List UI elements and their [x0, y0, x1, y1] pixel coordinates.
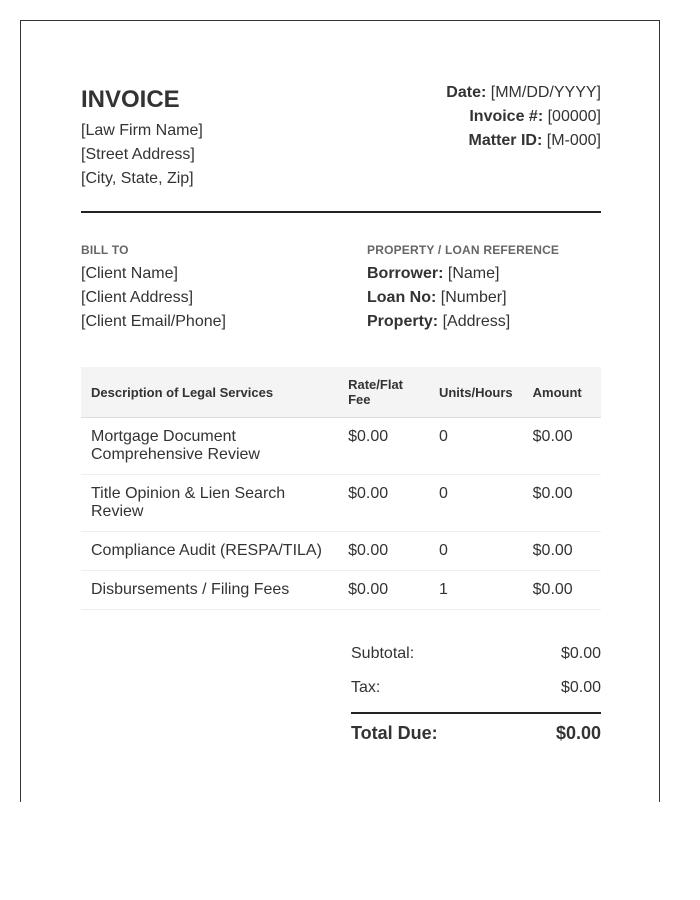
row-amount: $0.00: [523, 571, 601, 610]
client-contact: [Client Email/Phone]: [81, 313, 226, 330]
property-label: Property:: [367, 313, 439, 330]
table-row: [81, 418, 601, 475]
property-value: [Address]: [442, 313, 511, 330]
matter-id-value: [M-000]: [546, 132, 601, 149]
row-units: 1: [429, 571, 523, 610]
matter-id-line: [446, 129, 601, 153]
invoice-header: [81, 21, 601, 213]
row-rate: $0.00: [338, 475, 429, 532]
invoice-number-line: [446, 105, 601, 129]
bill-to-label: BILL TO: [81, 243, 129, 257]
services-table: [81, 367, 601, 610]
row-description: Disbursements / Filing Fees: [81, 571, 338, 610]
row-description: Compliance Audit (RESPA/TILA): [81, 532, 338, 571]
firm-street: [Street Address]: [81, 146, 195, 163]
table-row: [81, 532, 601, 571]
invoice-content: [81, 21, 601, 743]
invoice-number-value: [00000]: [547, 108, 601, 125]
date-value: [MM/DD/YYYY]: [490, 84, 601, 101]
firm-city: [City, State, Zip]: [81, 170, 194, 187]
table-header: [81, 367, 601, 418]
header-units: Units/Hours: [429, 367, 523, 418]
tax-label: Tax:: [351, 679, 381, 696]
matter-id-label: Matter ID:: [468, 132, 543, 149]
property-line: [367, 310, 559, 334]
loan-number-value: [Number]: [440, 289, 507, 306]
totals-block: [351, 644, 601, 744]
row-units: 0: [429, 418, 523, 475]
invoice-number-label: Invoice #:: [469, 108, 544, 125]
table-row: [81, 475, 601, 532]
total-due-label: Total Due:: [351, 723, 438, 743]
date-line: [446, 81, 601, 105]
firm-name: [Law Firm Name]: [81, 122, 203, 139]
row-units: 0: [429, 532, 523, 571]
borrower-line: [367, 262, 559, 286]
table-row: [81, 571, 601, 610]
invoice-title: INVOICE: [81, 86, 180, 113]
firm-info: [81, 119, 203, 191]
property-reference-block: [367, 242, 559, 334]
row-amount: $0.00: [523, 418, 601, 475]
row-amount: $0.00: [523, 475, 601, 532]
property-reference-label: PROPERTY / LOAN REFERENCE: [367, 243, 560, 257]
tax-value: $0.00: [560, 679, 601, 696]
row-amount: $0.00: [523, 532, 601, 571]
client-address: [Client Address]: [81, 289, 194, 306]
header-amount: Amount: [523, 367, 601, 418]
header-rate: Rate/Flat Fee: [338, 367, 429, 418]
subtotal-row: [351, 644, 601, 664]
row-units: 0: [429, 475, 523, 532]
borrower-value: [Name]: [447, 265, 500, 282]
header-description: Description of Legal Services: [81, 367, 338, 418]
loan-number-label: Loan No:: [367, 289, 437, 306]
total-due-row: [351, 712, 601, 744]
subtotal-label: Subtotal:: [351, 645, 415, 662]
parties-section: [81, 242, 601, 342]
loan-number-line: [367, 286, 559, 310]
table-header-row: [81, 367, 601, 418]
row-description: Title Opinion & Lien Search Review: [81, 475, 338, 532]
subtotal-value: $0.00: [560, 645, 601, 662]
date-label: Date:: [446, 84, 487, 101]
row-rate: $0.00: [338, 571, 429, 610]
row-description: Mortgage Document Comprehensive Review: [81, 418, 338, 475]
borrower-label: Borrower:: [367, 265, 444, 282]
invoice-meta: [446, 81, 601, 153]
table-body: [81, 418, 601, 610]
tax-row: [351, 678, 601, 698]
client-name: [Client Name]: [81, 265, 178, 282]
total-due-value: $0.00: [555, 723, 601, 743]
row-rate: $0.00: [338, 532, 429, 571]
row-rate: $0.00: [338, 418, 429, 475]
bill-to-block: [81, 242, 226, 334]
invoice-page: [20, 20, 660, 802]
